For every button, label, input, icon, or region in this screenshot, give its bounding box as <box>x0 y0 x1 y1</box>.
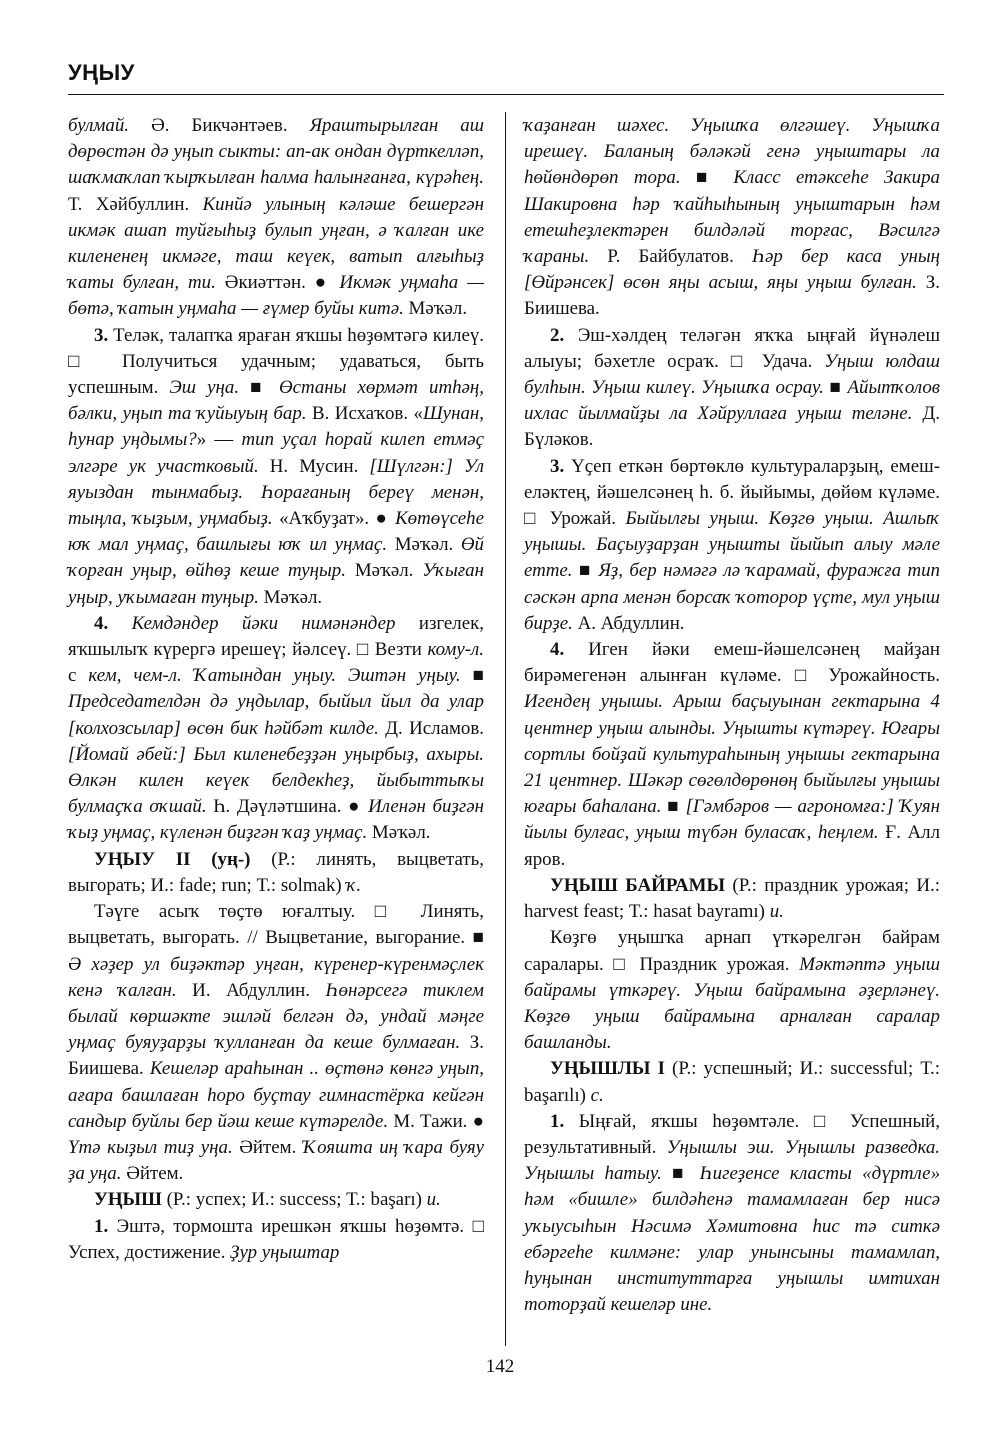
running-head: УҢЫУ <box>68 60 135 85</box>
page-number: 142 <box>485 1356 515 1377</box>
right-column <box>524 113 940 1318</box>
entry-paragraph: 2. Эш-хәлдең теләгән яҡҡа ыңғай йүнәлеш алыуы; бәхетле осраҡ. □ Удача. Уңыш юлдаш булһын. Уңыш килеү. Уңышҡа осрау. ■ Айытҡолов ихлас йылмайҙы ла Хәйруллаға уңыш теләне. Д. Бүләков. <box>524 324 940 451</box>
headword-entry: УҢЫУ II (уң-) (Р.: линять, выцветать, выгорать; И.: fade; run; Т.: solmak) ҡ. <box>68 848 484 896</box>
entry-paragraph: 4. Иген йәки емеш-йәшелсәнең майҙан бирәмегенән алынған күләме. □ Урожайность. Игендең уңышы. Арыш баҫыуынан гектарына 4 центнер уңыш алынды. Уңышты күтәреү. Юғары сортлы бойҙай культураһының уңышы гектарына 21 центнер. Шәкәр сөгөлдөрөнөң быйылғы уңышы юғары баһалана. ■ [Гәмбәров — агрономға:] Ҡуян йылы булғас, уңыш түбән буласаҡ, һеңлем. Ғ. Алл яров. <box>524 639 940 870</box>
entry-paragraph: Тәүге асыҡ төҫтө юғалтыу. □ Линять, выцветать, выгорать. // Выцветание, выгорание. ■ Ә хәҙер ул биҙәктәр уңған, күренер-күренмәҫлек кенә ҡалған. И. Абдуллин. Һөнәрсегә тиклем былай көршәкте эшләй белгән дә, ундай мәңге уңмаҫ буяуҙарҙы ҡулланған да кеше булмаған. З. Биишева. Кешеләр араһынан .. өҫтөнә көнгә уңып, ағара башлаған һоро буҫтау гимнастёрка кейгән сандыр буйлы бер йәш кеше күтәрелде. М. Тажи. ● Үтә кыҙыл тиҙ уңа. Әйтем. Ҡояшта иң ҡара буяу ҙа уңа. Әйтем. <box>68 901 485 1185</box>
header-rule <box>68 94 944 95</box>
left-column <box>68 113 484 1266</box>
entry-paragraph: ҡаҙанған шәхес. Уңышҡа өлгәшеү. Уңышҡа ирешеү. Баланың бәләкәй генә уңыштары ла һөйөндөрөп тора. ■ Класс етәксеһе Закира Шакировна һәр ҡайһыһының уңыштарын һәм етешһеҙлектәрен билдәләй торғас, Вәсилгә ҡараны. Р. Байбулатов. Һәр бер каса уның [Өйрәнсек] өсөн яңы асыш, яңы уңыш булған. З. Биишева. <box>524 115 940 320</box>
entry-paragraph: 3. Теләк, талапҡа яраған яҡшы һөҙөмтәгә килеү. □ Получиться удачным; удаваться, быть успешным. Эш уңа. ■ Өстаны хөрмәт итһәң, бәлки, уңып та ҡуйыуың бар. В. Исхаҡов. «Шунан, һунар уңдымы?» — тип уҫал һорай килеп етмәҫ элгәре ук участковый. Н. Мусин. [Шүлгән:] Ул яуыздан тынмабыҙ. Һорағаның береү менән, тыңла, ҡыҙым, уңмабыҙ. «Аҡбуҙат». ● Көтөүсеһе юҡ мал уңмаҫ, башлығы юҡ ил уңмаҫ. Мәҡәл. Өй ҡорған уңыр, өйһөҙ кеше туңыр. Мәҡәл. Уҡыған уңыр, уҡымаған туңыр. Мәҡәл. <box>68 324 485 608</box>
column-divider <box>505 112 506 1346</box>
entry-paragraph: 4. Кемдәндер йәки нимәнәндер изгелек, яҡшылыҡ күрергә ирешеү; йәлсеү. □ Везти кому-л. с кем, чем-л. Ҡатындан уңыу. Эштән уңыу. ■ Председателдән дә уңдылар, быйыл йыл да улар [колхозсылар] өсөн бик һәйбәт килде. Д. Исламов. [Йомай әбей:] Был киленебеҙҙән уңырбыҙ, ахыры. Өлкән килен кеүек белдекһеҙ, йыбыттыҡы булмаҫҡа оҡшай. Һ. Дәүләтшина. ● Иленән биҙгән ҡыҙ уңмаҫ, күленән биҙгән ҡаҙ уңмаҫ. Мәҡәл. <box>68 612 485 844</box>
entry-paragraph: 1. Ыңғай, яҡшы һөҙөмтәле. □ Успешный, результативный. Уңышлы эш. Уңышлы разведка. Уңышлы һатыу. ■ Һигеҙенсе класты «дүртле» һәм «бишле» билдәһенә тамамлаған бер нисә уҡыусыһын Нәсимә Хәмитовна һис тә ситкә ебәргеһе килмәне: улар унынсыны тамамлап, һуңынан институттарға уңышлы имтихан тоторҙай кешеләр ине. <box>524 1110 941 1316</box>
headword-entry: УҢЫШ (Р.: успех; И.: success; Т.: başarı) и. <box>94 1189 441 1211</box>
headword-entry: УҢЫШ БАЙРАМЫ (Р.: праздник урожая; И.: harvest feast; Т.: hasat bayramı) и. <box>524 874 941 923</box>
entry-paragraph: 3. Үҫеп еткән бөртөклө культураларҙың, емеш-еләктең, йәшелсәнең һ. б. йыйымы, дөйөм күләме. □ Урожай. Быйылғы уңыш. Көҙгө уңыш. Ашлыҡ уңышы. Баҫыуҙарҙан уңышты йыйып алыу мәле етте. ■ Яҙ, бер нәмәгә лә ҡарамай, фуражға тип сәскән арпа менән борсаҡ ҡоторop үҫте, мул уңыш бирҙе. А. Абдуллин. <box>524 455 941 634</box>
headword-entry: УҢЫШЛЫ I (Р.: успешный; И.: successful; Т.: başarılı) с. <box>524 1058 940 1106</box>
entry-paragraph: Көҙгө уңышҡа арнап үткәрелгән байрам саралары. □ Праздник урожая. Мәктәптә уңыш байрамы үткәреү. Уңыш байрамына әҙерләнеү. Көҙгө уңыш байрамына арналған саралар башланды. <box>524 927 940 1054</box>
entry-paragraph: булмай. Ә. Бикчәнтәев. Яраштырылған аш дөрөстән дә уңып сыкты: ап-ак ондан дүрткелләп, шаҡмаҡлап ҡырҡылған һалма һалынғанға, күрәһең. Т. Хәйбуллин. Кинйә улының кәләше бешергән икмәк ашап туйғыһыҙ булып уңған, ә ҡалған ике килененең икмәге, таш кеүек, ватып алғыһыҙ ҡаты булған, ти. Әкиәттән. ● Икмәк уңмаһа — бөтә, ҡатын уңмаһа — ғүмер буйы китә. Мәҡәл. <box>68 115 485 320</box>
entry-paragraph: 1. Эштә, тормошта ирешкән яҡшы һөҙөмтә. □ Успех, достижение. Ҙур уңыштар <box>68 1215 484 1263</box>
